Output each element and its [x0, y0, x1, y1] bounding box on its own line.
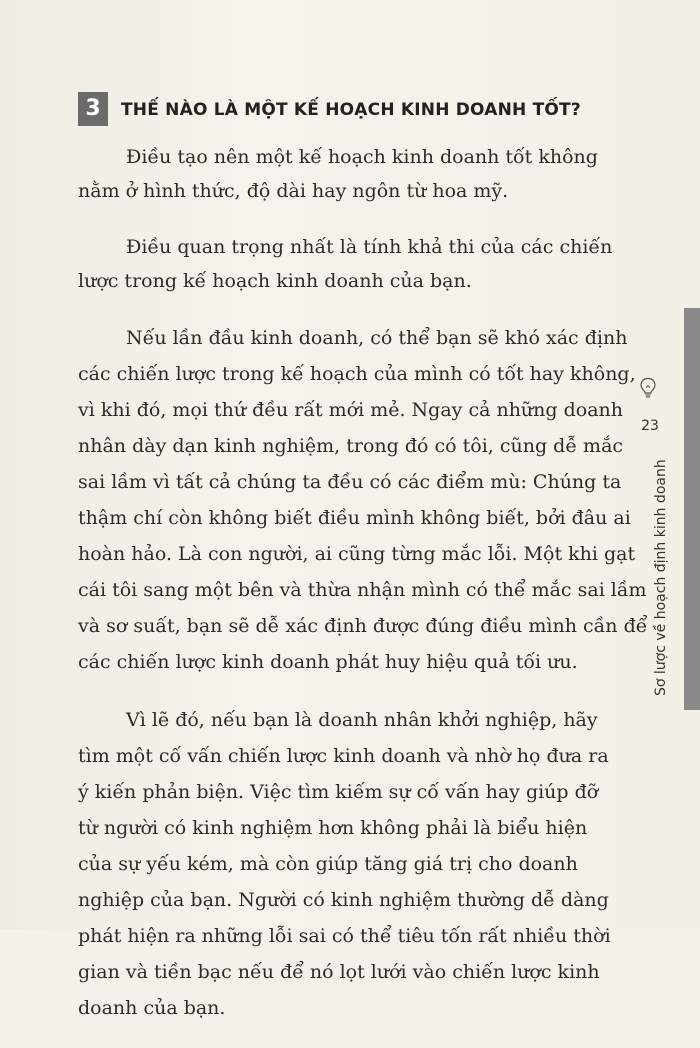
lightbulb-icon — [639, 377, 657, 399]
paragraph-line: từ người có kinh nghiệm hơn không phải là biểu hiện — [78, 817, 588, 839]
paragraph-2 — [78, 230, 613, 298]
paragraph-line: nghiệp của bạn. Người có kinh nghiệm thường dễ dàng — [78, 889, 609, 911]
paragraph-4 — [78, 702, 611, 1026]
paragraph-line: Vì lẽ đó, nếu bạn là doanh nhân khởi nghiệp, hãy — [126, 709, 598, 731]
paragraph-line: các chiến lược kinh doanh phát huy hiệu quả tối ưu. — [78, 651, 578, 673]
paragraph-line: Điều tạo nên một kế hoạch kinh doanh tốt không — [126, 146, 598, 168]
paragraph-line: tìm một cố vấn chiến lược kinh doanh và nhờ họ đưa ra — [78, 745, 609, 767]
paragraph-line: sai lầm vì tất cả chúng ta đều có các điểm mù: Chúng ta — [78, 471, 622, 493]
section-number-badge: 3 — [78, 92, 108, 126]
paragraph-line: hoàn hảo. Là con người, ai cũng từng mắc lỗi. Một khi gạt — [78, 543, 636, 565]
paragraph-1 — [78, 140, 598, 208]
paragraph-line: các chiến lược trong kế hoạch của mình có tốt hay không, — [78, 363, 636, 385]
paragraph-line: phát hiện ra những lỗi sai có thể tiêu tốn rất nhiều thời — [78, 925, 611, 947]
running-head-text: Sơ lược về hoạch định kinh doanh — [653, 459, 669, 696]
paragraph-line: lược trong kế hoạch kinh doanh của bạn. — [78, 270, 472, 292]
paragraph-line: thậm chí còn không biết điều mình không biết, bởi đâu ai — [78, 507, 631, 529]
section-title: THẾ NÀO LÀ MỘT KẾ HOẠCH KINH DOANH TỐT? — [121, 100, 581, 120]
chapter-thumb-tab — [684, 308, 700, 710]
paragraph-line: ý kiến phản biện. Việc tìm kiếm sự cố vấn hay giúp đỡ — [78, 781, 599, 803]
paragraph-line: vì khi đó, mọi thứ đều rất mới mẻ. Ngay cả những doanh — [78, 399, 624, 421]
running-head — [651, 446, 673, 696]
paragraph-3 — [78, 320, 648, 680]
paragraph-line: nằm ở hình thức, độ dài hay ngôn từ hoa mỹ. — [78, 180, 509, 202]
paragraph-line: của sự yếu kém, mà còn giúp tăng giá trị cho doanh — [78, 853, 578, 875]
paragraph-line: nhân dày dạn kinh nghiệm, trong đó có tôi, cũng dễ mắc — [78, 435, 624, 457]
paragraph-line: Nếu lần đầu kinh doanh, có thể bạn sẽ khó xác định — [126, 327, 628, 349]
paragraph-line: gian và tiền bạc nếu để nó lọt lưới vào chiến lược kinh — [78, 961, 600, 983]
paragraph-line: Điều quan trọng nhất là tính khả thi của các chiến — [126, 236, 613, 258]
paragraph-line: doanh của bạn. — [78, 997, 226, 1019]
body-text — [78, 140, 648, 1048]
paragraph-line: và sơ suất, bạn sẽ dễ xác định được đúng điều mình cần để — [78, 615, 648, 637]
paragraph-line: cái tôi sang một bên và thừa nhận mình có thể mắc sai lầm — [78, 579, 647, 601]
page-number: 23 — [641, 418, 659, 434]
